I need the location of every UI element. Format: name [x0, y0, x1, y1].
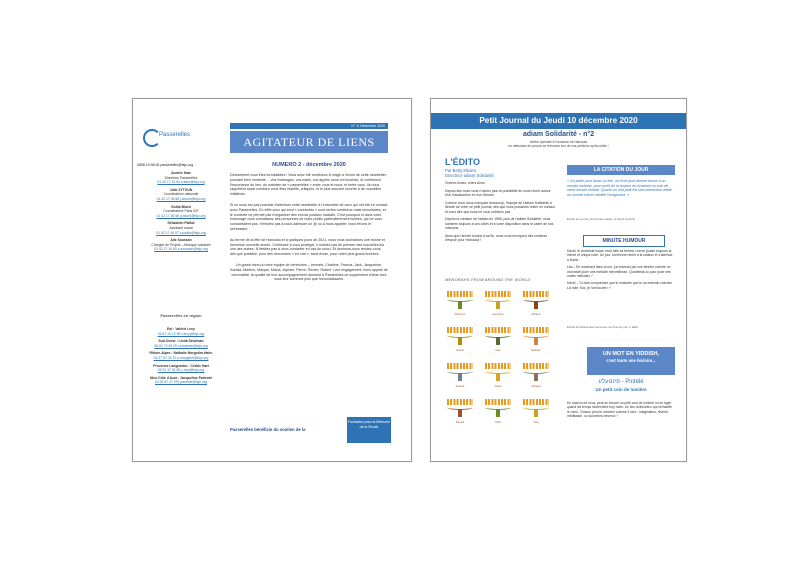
newsletter-title: AGITATEUR DE LIENS	[230, 131, 388, 153]
edito-paragraph: Depuis des mois nous n'avons plus la possibilité de nous réunir autour d'un Kasakuchen et d'un Strudel.	[445, 188, 551, 197]
contact-role: Coordinatrice Paris IDF	[163, 209, 199, 214]
region-phone-email[interactable]: 04 37 57 05 70 n.morgstim@fsju.org	[153, 355, 209, 360]
humour-paragraph: Léa – En marchant dans la rue, j'ai entendu par une fenêtre ouverte un violoniste jouer une mélodie merveilleuse. Qu'attends-tu pour jouer des vraies mélodies ?	[567, 265, 671, 279]
region-item	[137, 327, 225, 336]
menorah-icon	[483, 289, 513, 311]
region-name: Nice-Côte d'Azur : Jacqueline Parienté	[149, 375, 213, 380]
region-phone-email[interactable]: 04 91 37 91 85 c.hart@fsju.org	[157, 368, 205, 373]
menorah-icon	[445, 325, 475, 347]
contact-item	[137, 221, 225, 235]
region-item	[137, 364, 225, 373]
region-phone-email[interactable]: 05 62 73 45 25 l.sztulman@fsju.org	[154, 343, 208, 348]
passerelles-logo	[143, 129, 203, 149]
contact-item	[137, 171, 225, 185]
paragraph: Décidément vous êtes formidables ! Vous avez été nombreux à réagir à l'envoi de cette newsletter, pourtant bien modeste… Vos messages, vos mails, vos appels nous ont touchés, et confirment l'importance du lien, du maintien de « passerelles » entre vous et nous, et entre vous. Ils nous rappellent aussi combien vous êtes réactifs, critiques, et le plus souvent ouverts à de nouvelles initiatives.	[230, 173, 387, 197]
humour-title: MINUTE HUMOUR	[583, 235, 665, 247]
issue-date-bar: N° 1/ Décembre 2020	[230, 123, 388, 129]
contact-phone-email[interactable]: 01 42 17 46 68 j.zitoun@fsju.org	[156, 196, 206, 201]
contact-role: Assistant social	[169, 225, 193, 230]
edition-note: édition spéciale à l'occasion de Hanouka	[529, 140, 588, 144]
menorah-icon	[445, 289, 475, 311]
editorial-body	[230, 173, 388, 288]
yiddish-title: UN MOT EN YIDDISH,	[602, 351, 660, 357]
support-footer: Passerelles bénéficie du soutien de la	[230, 427, 306, 432]
menorah-label: Ukraine	[531, 384, 541, 388]
region-phone-email[interactable]: 04 93 87 47 09 j.pariente@fsju.org	[154, 380, 208, 385]
citation-source: Extrait de La nuit, j'écrirai des soleils, de Boris Cyrulnik	[567, 217, 635, 221]
contact-role: Directrice Passerelles	[164, 175, 198, 180]
region-phone-email[interactable]: 03 67 10 12 55 v.levy@fsju.org	[157, 331, 205, 336]
citation-title: LA CITATION DU JOUR	[567, 165, 675, 175]
contact-item	[137, 238, 225, 252]
menorah-icon	[483, 361, 513, 383]
menorah-label: Poland	[531, 312, 541, 316]
region-item	[137, 339, 225, 348]
region-list	[137, 327, 225, 388]
contact-name: Golda Bloch	[171, 204, 191, 209]
adiam-heading: adiam Solidarité - n°2	[522, 131, 595, 138]
newsletter-page-right	[430, 98, 687, 462]
menorah-label: Russia	[455, 420, 465, 424]
menorah-icon	[483, 325, 513, 347]
paragraph: Si ce nous est pas possible d'adresser cette newsletter à l'ensemble de ceux qui ont été en contact avec Passerelles. En effet ceux qui sont « connectés » sont certes nombreux mais minoritaires, et le contexte ne permet pas d'organiser des envois postaux massifs. C'est pourquoi si dans votre entourage vous connaissez des personnes de notre public particulièrement isolées, qui ne vous connaîtraient pas, n'hésitez pas à nous adresser un @ ou à nous appeler, nous ferons le nécessaire.	[230, 202, 388, 231]
humour-paragraph: David – Tu dois comprendre que le musicien que tu as entendu cherche LA note. Moi, je l'ai trouvée ! »	[567, 281, 673, 290]
pintele-subtitle: Un petit coin de lumière	[595, 387, 647, 392]
menorah-label: Israel	[494, 384, 502, 388]
quote: « On parle pour tisser un lien, on écrit pour donner forme à un monde invisible, pour sortir de la torpeur en éclairant un coin de notre monde mental. Quand un mot petit est une interaction réelle, un monde intime modifie l'imaginaire. »	[567, 179, 673, 198]
region-name: Provence Languedoc : Cedric Hart	[153, 363, 209, 368]
issue-number: NUMERO 2 - décembre 2020	[272, 162, 346, 168]
pintele-word: פינטעלע - Pintélé	[598, 379, 644, 385]
pintele-body: En chacun de nous, peut se trouver un petit coin de lumière où se loger quand les temps deviennent trop noirs. Un lieu chaleureux qui réchauffe le cœur. Chacun peut le nommer comme il veut : imagination, rêverie, méditation, ou souvenirs heureux ?	[567, 401, 672, 419]
region-item	[137, 376, 225, 385]
contact-name: Sébastien Paillot	[167, 221, 195, 226]
menorah-label: Italy	[495, 348, 501, 352]
menorah-illustration-title: MENORAHS FROM AROUND THE WORLD	[445, 277, 531, 282]
contact-role: Chargée de Projets - Abonque solidaire	[151, 242, 211, 247]
region-name: Est : Valérie Levy	[167, 327, 195, 331]
edito-paragraph: Alors que l'année touche à sa fin, nous vous envoyons des lumières d'espoir pour Hanouka !	[445, 233, 548, 242]
region-title: Passerelles en région	[160, 313, 202, 318]
contact-name: Alix Soussan	[170, 238, 192, 243]
menorah-icon	[521, 361, 551, 383]
region-name: Rhône-Alpes : Nathalie Morgstim-Hahn	[149, 351, 213, 356]
menorah-illustration	[445, 289, 557, 439]
humour-paragraph: David, le violoniste russe, rend folle sa femme Léa en jouant toujours la même et unique note. Un jour, sa femme rentre à la maison et s'adresse à David :	[567, 249, 673, 262]
paragraph: Au terme de la fête de Hanouka et à quelques jours de 2021, nous vous souhaitons une bonne et heureuse nouvelle année. Continuez à vous protéger, n'oubliez pas de prendre des nouvelles les uns des autres. N'hésitez pas à nous contacter en cas de souci. Et donnons-nous rendez-vous, dès que possible, pour des rencontres « en vrai », sans écran, pour notre plus grand bonheur.	[230, 237, 385, 257]
contact-list	[137, 171, 225, 255]
menorah-label: Netherl.	[531, 348, 541, 352]
contact-phone-email[interactable]: 01 42 17 10 60 a.soussan@fsju.org	[154, 247, 208, 252]
contact-phone-email[interactable]: 01 42 17 46 57 s.paillot@fsju.org	[156, 230, 206, 235]
contact-item	[137, 205, 225, 219]
menorah-label: Iraq	[533, 420, 539, 424]
contact-name: Audrée Katz	[171, 171, 191, 175]
region-name: Sud-Ouest : Linda Sztulman	[158, 339, 204, 344]
menorah-label: Germany	[492, 312, 504, 316]
menorah-icon	[521, 397, 551, 419]
yiddish-subtitle: c'est toute une histoire...	[606, 358, 656, 363]
menorah-label: USA	[495, 420, 501, 424]
newsletter-page-left	[132, 98, 412, 462]
menorah-icon	[483, 397, 513, 419]
edito-paragraph: Chères Amies, chers Amis,	[445, 181, 486, 185]
yiddish-box	[587, 347, 675, 375]
menorah-label: Austria	[455, 384, 465, 388]
edito-author	[445, 168, 495, 178]
contact-phone-email[interactable]: 01 42 17 10 64 a.katz@fsju.org	[157, 180, 205, 185]
contact-role: Coordinatrice nationale	[163, 192, 199, 197]
journal-title: Petit Journal du Jeudi 10 décembre 2020	[431, 113, 686, 129]
contact-phone-email[interactable]: 01 42 17 46 66 g.bloch@fsju.org	[156, 213, 206, 218]
edito-title: L'ÉDITO	[445, 157, 480, 167]
menorah-icon	[521, 325, 551, 347]
edito-body	[445, 181, 557, 246]
contacts-sidebar	[133, 99, 223, 461]
edito-paragraph: Depuis la création de l'adiam en 1966, puis de l'adiam Solidarité, nous sommes toujours à vos côtés et à votre disposition dans le cadre de nos missions.	[445, 217, 554, 230]
paragraph: Un grand merci à notre équipe de bénévoles – bernard, Charline, Francis, Jack, Jacqueline, Kamila, Martine, Maryse, Micha, Myriam, Pierre, Renée, Robert. Leur engagement, leurs appels de convivialité, la qualité de leur accompagnement donnent à Passerelles ce supplément d'âme dont nous leur sommes plus que reconnaissants.	[230, 262, 388, 282]
contact-item	[137, 188, 225, 202]
main-phone: 0806.19.95.00 passerelles@fsju.org	[137, 163, 194, 167]
citation-text	[567, 179, 675, 198]
humour-source: Extrait de Dictionnaire amoureux de l'humour juif, A. Elkin.	[567, 325, 639, 329]
menorah-label: Yemen	[455, 348, 465, 352]
fondation-logo: Fondation pour la Mémoire de la Shoah	[347, 417, 391, 443]
contact-name: Julie ZYTOUN	[169, 187, 193, 192]
edito-paragraph: Comme vous nous manquez beaucoup, l'équipe de l'adiam Solidarité a décidé de créer ce petit journal, afin que nous puissions rester en contact et vous dire que nous ne vous oublions pas.	[445, 200, 555, 214]
menorah-icon	[521, 289, 551, 311]
humour-body	[567, 249, 675, 293]
edition-note-2: en attendant de pouvoir se retrouver lors de nos précieux après-midis !	[508, 144, 609, 148]
menorah-icon	[445, 397, 475, 419]
menorah-label: Morocco	[454, 312, 466, 316]
region-item	[137, 351, 225, 360]
logo-text: Passerelles	[159, 132, 191, 138]
edito-role: Directrice adiam Solidarité.	[445, 173, 496, 178]
edito-by: Par Betty Elkaim,	[445, 168, 478, 173]
menorah-icon	[445, 361, 475, 383]
